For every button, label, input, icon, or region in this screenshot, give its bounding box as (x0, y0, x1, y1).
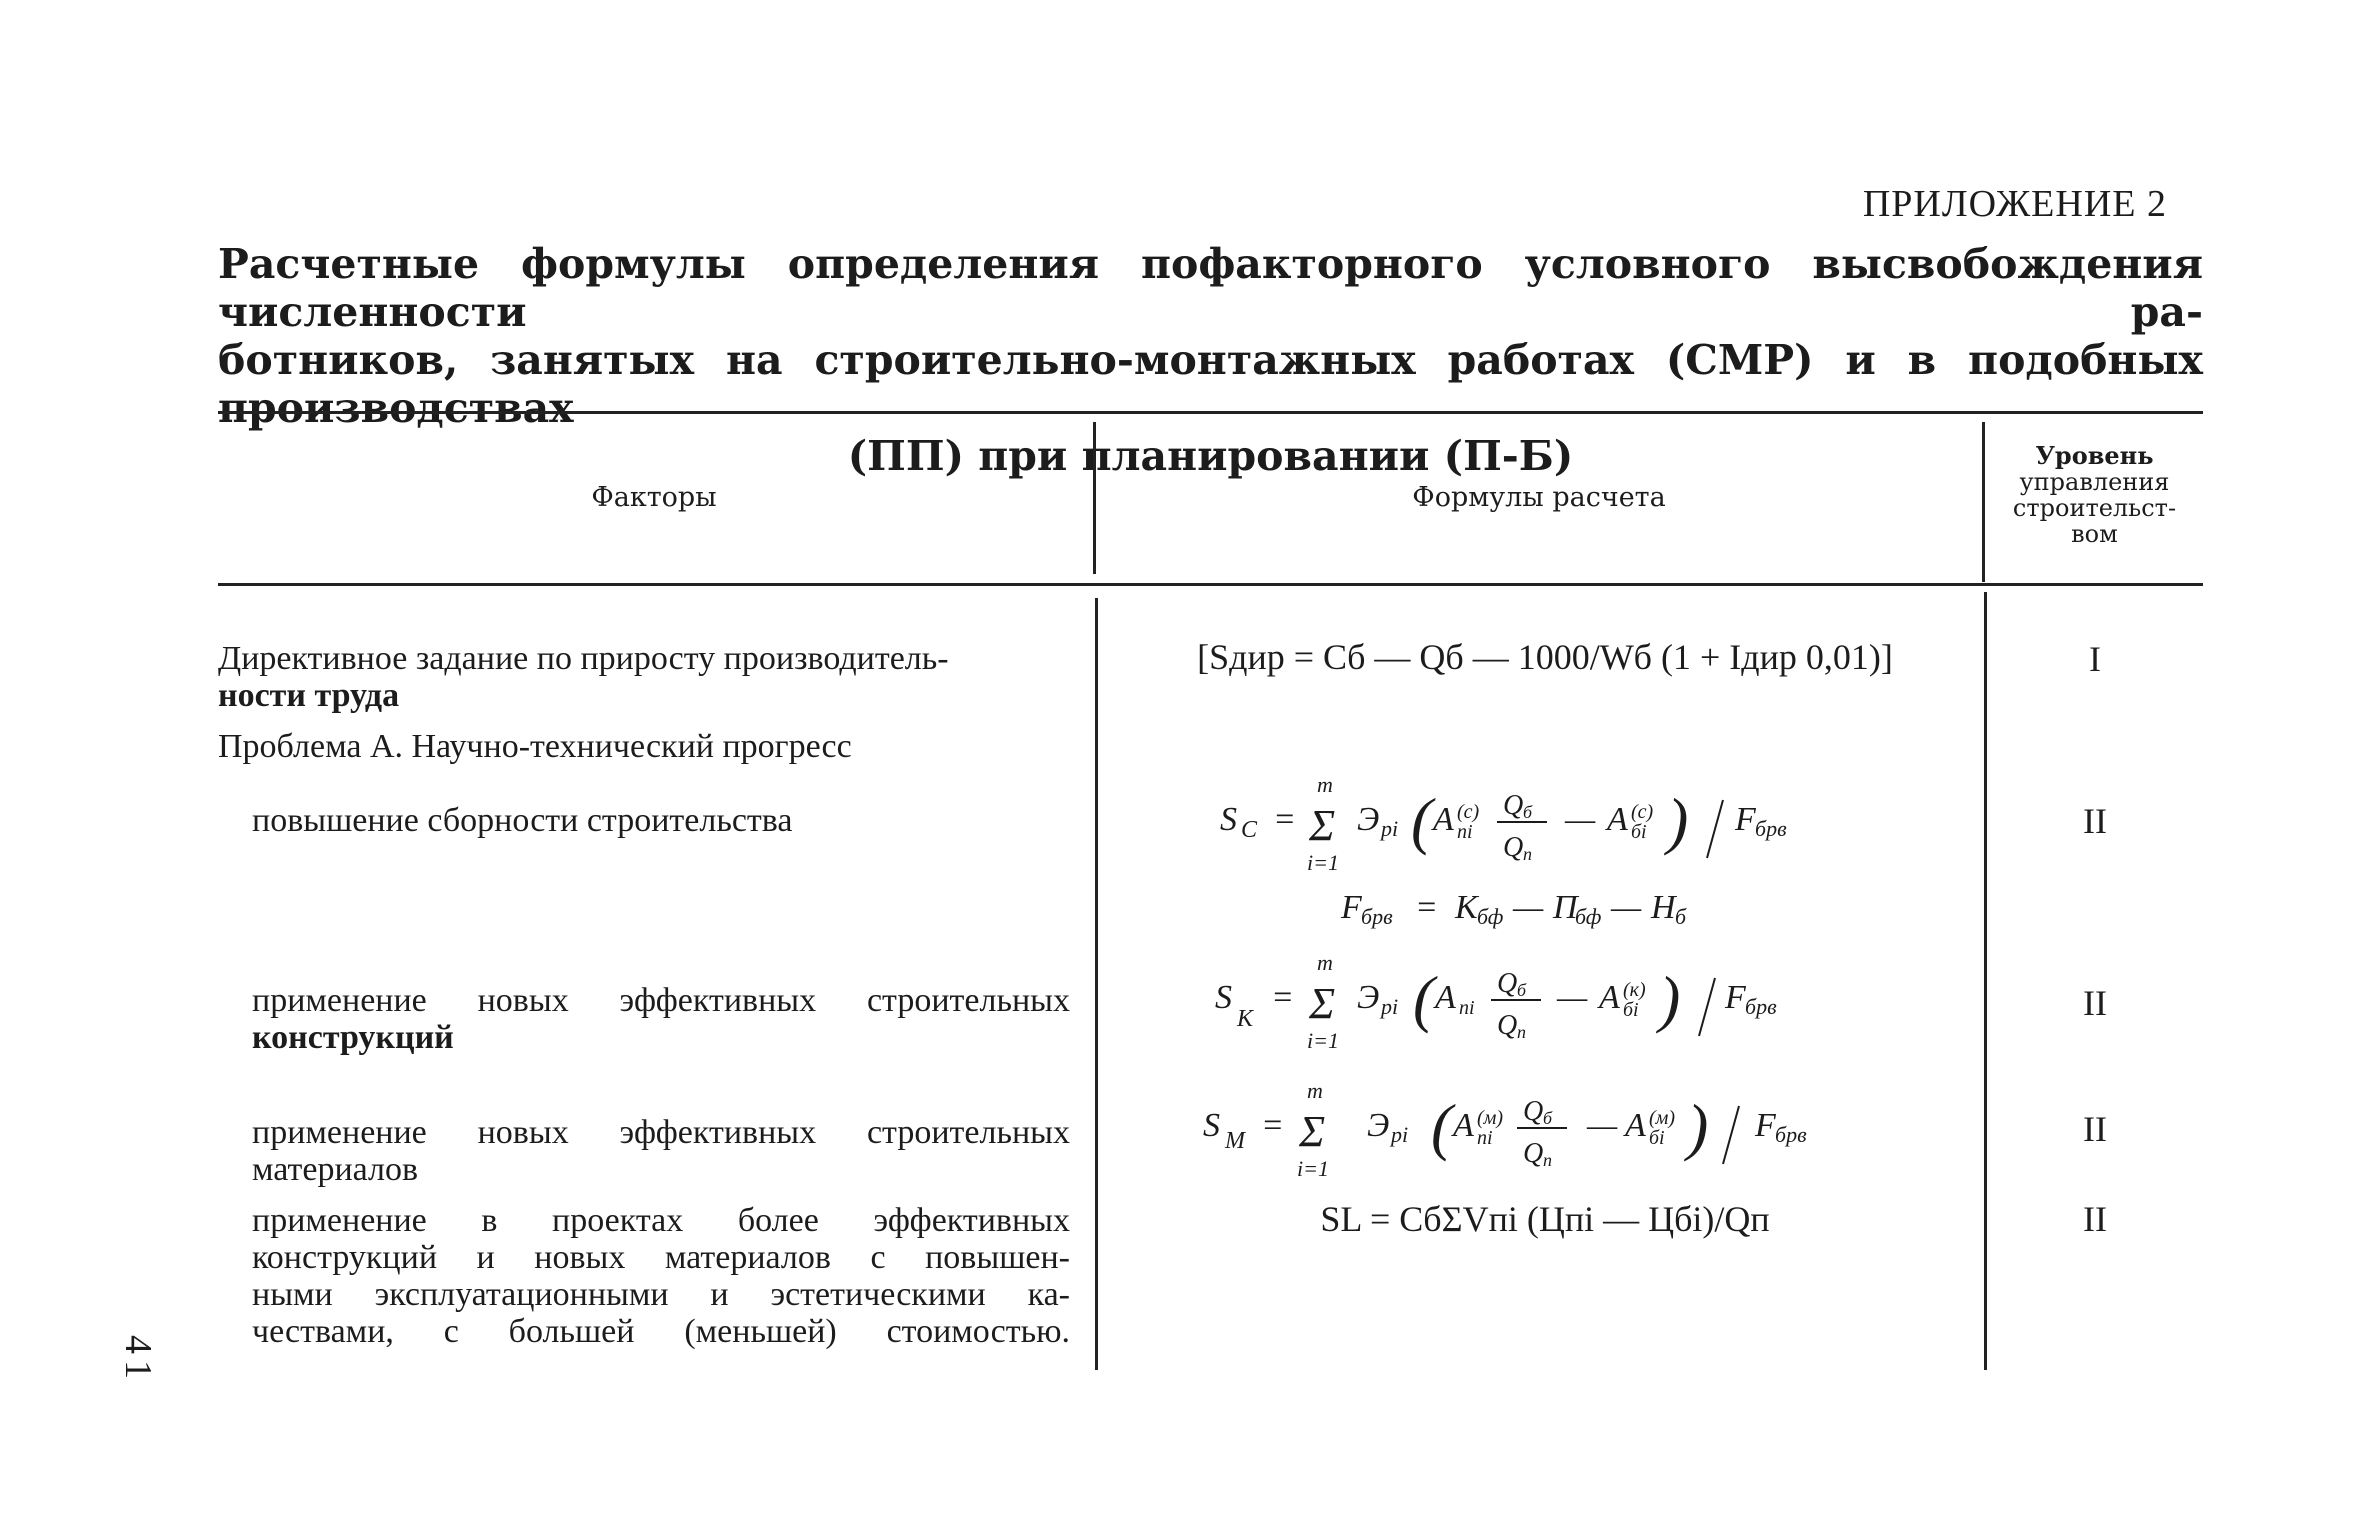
factor-line: Директивное задание по приросту производитель- (218, 640, 949, 677)
header-level-l2: управления (2019, 468, 2170, 496)
level-value: II (2083, 801, 2107, 841)
svg-text:A: A (1607, 801, 1628, 838)
formula-s-c-graphic (1095, 770, 1995, 880)
svg-text:S: S (1203, 1107, 1220, 1144)
formula-f-brv (1095, 886, 1995, 943)
page-number: 41 (117, 1335, 159, 1385)
svg-text:Σ: Σ (1309, 801, 1336, 850)
svg-text:Э: Э (1357, 801, 1380, 838)
svg-text:б: б (1543, 1108, 1553, 1128)
svg-text:брв: брв (1755, 816, 1787, 841)
document-title (218, 240, 2203, 480)
svg-text:A: A (1599, 979, 1620, 1016)
factor-line: ными эксплуатационными и эстетическими ка- (252, 1276, 1070, 1313)
problem-heading: Проблема А. Научно-технический прогресс (218, 728, 852, 765)
svg-text:брв: брв (1775, 1122, 1807, 1147)
svg-text:(c): (c) (1457, 801, 1480, 823)
svg-text:): ) (1687, 1091, 1709, 1162)
header-level-l4: вом (2071, 520, 2118, 548)
svg-text:Q: Q (1497, 1010, 1518, 1041)
svg-text:пi: пi (1459, 997, 1475, 1019)
svg-text:(м): (м) (1477, 1107, 1504, 1129)
svg-text:П: П (1553, 889, 1578, 926)
formula-s-k-graphic (1095, 948, 1995, 1058)
factor-line: ности труда (218, 677, 400, 714)
svg-text:б: б (1675, 904, 1687, 929)
svg-text:Н: Н (1651, 889, 1676, 926)
factor-line: чествами, с большей (меньшей) стоимостью. (252, 1313, 1070, 1350)
svg-text:п: п (1523, 844, 1532, 864)
svg-text:pi: pi (1391, 1122, 1409, 1147)
svg-text:п: п (1517, 1022, 1526, 1042)
svg-text:Э: Э (1357, 979, 1380, 1016)
svg-text:—: — (1565, 801, 1596, 838)
svg-text:п: п (1543, 1150, 1552, 1170)
factor-line: применение новых эффективных строительных (252, 982, 1070, 1019)
svg-text:Σ: Σ (1309, 979, 1336, 1028)
svg-text:(к): (к) (1623, 979, 1646, 1001)
factor-line: конструкций и новых материалов с повышен- (252, 1239, 1070, 1276)
svg-text:пi: пi (1457, 821, 1473, 843)
table-header-rule (218, 583, 2203, 586)
header-formulas: Формулы расчета (1412, 482, 1666, 513)
svg-text:Σ: Σ (1299, 1107, 1326, 1156)
svg-text:F: F (1725, 979, 1746, 1016)
svg-text:=: = (1415, 889, 1438, 926)
svg-text:pi: pi (1381, 994, 1399, 1019)
svg-text:m: m (1317, 950, 1333, 975)
formula-s-c (1095, 770, 1995, 880)
formula-f-brv-graphic (1095, 886, 1995, 934)
appendix-label: ПРИЛОЖЕНИЕ 2 (1862, 183, 2167, 225)
svg-text:): ) (1667, 785, 1689, 856)
factor-line: материалов (252, 1151, 419, 1188)
svg-text:Q: Q (1503, 790, 1524, 821)
table-row-factor (218, 640, 1070, 714)
table-row-factor (252, 982, 1070, 1056)
svg-text:бф: бф (1575, 904, 1602, 929)
factor-line: применение новых эффективных строительных (252, 1114, 1070, 1151)
formula-s-m-graphic (1095, 1076, 1995, 1186)
svg-text:(: ( (1413, 963, 1435, 1034)
svg-text:M: M (1225, 1128, 1245, 1154)
header-divider-1 (1093, 422, 1096, 574)
svg-text:S: S (1215, 979, 1232, 1016)
svg-text:Q: Q (1503, 832, 1524, 863)
table-row-factor: повышение сборности строительства (252, 802, 793, 839)
svg-text:i=1: i=1 (1307, 850, 1339, 875)
svg-text:Q: Q (1497, 968, 1518, 999)
svg-text:K: K (1455, 889, 1478, 926)
svg-text:—: — (1513, 889, 1544, 926)
factor-line: применение в проектах более эффективных (252, 1202, 1070, 1239)
svg-text:A: A (1433, 801, 1454, 838)
header-level-l1: Уровень (2035, 441, 2154, 470)
svg-text:F: F (1755, 1107, 1776, 1144)
svg-text:брв: брв (1745, 994, 1777, 1019)
svg-text:(: ( (1431, 1091, 1453, 1162)
svg-text:i=1: i=1 (1297, 1156, 1329, 1181)
svg-text:Э: Э (1367, 1107, 1390, 1144)
svg-text:i=1: i=1 (1307, 1028, 1339, 1053)
formula-s-dir: [Sдир = Cб — Qб — 1000/Wб (1 + Iдир 0,01)] (1197, 637, 1893, 677)
svg-text:(: ( (1411, 785, 1433, 856)
svg-text:(м): (м) (1649, 1107, 1676, 1129)
factor-line: конструкций (252, 1019, 454, 1056)
svg-text:=: = (1273, 801, 1296, 838)
svg-text:F: F (1735, 801, 1756, 838)
svg-text:A: A (1435, 979, 1456, 1016)
svg-text:=: = (1271, 979, 1294, 1016)
svg-text:—: — (1557, 979, 1588, 1016)
svg-text:m: m (1317, 772, 1333, 797)
svg-text:F: F (1341, 889, 1362, 926)
title-line-1: Расчетные формулы определения пофакторного условного высвобождения численности ра- (218, 240, 2203, 336)
formula-s-k (1095, 948, 1995, 1058)
svg-text:S: S (1220, 801, 1237, 838)
level-value: II (2083, 1199, 2107, 1239)
svg-text:—: — (1611, 889, 1642, 926)
svg-text:Q: Q (1523, 1096, 1544, 1127)
svg-text:m: m (1307, 1078, 1323, 1103)
svg-text:бi: бi (1623, 999, 1639, 1021)
table-row-factor (252, 1202, 1070, 1350)
svg-text:K: K (1237, 1006, 1254, 1032)
svg-text:): ) (1659, 963, 1681, 1034)
svg-text:Q: Q (1523, 1138, 1544, 1169)
level-value: II (2083, 1109, 2107, 1149)
svg-text:бi: бi (1649, 1127, 1665, 1149)
svg-text:C: C (1241, 817, 1258, 843)
header-level-l3: строительст- (2012, 494, 2177, 522)
svg-text:pi: pi (1381, 816, 1399, 841)
formula-s-m (1095, 1076, 1995, 1186)
svg-text:(c): (c) (1631, 801, 1654, 823)
svg-text:пi: пi (1477, 1127, 1493, 1149)
formula-s-l: SL = CбΣVпi (Цпi — Цбi)/Qп (1320, 1199, 1770, 1239)
svg-text:A: A (1453, 1107, 1474, 1144)
header-divider-2 (1982, 422, 1985, 582)
level-value: II (2083, 983, 2107, 1023)
title-line-3: (ПП) при планировании (П-Б) (847, 432, 1574, 480)
svg-text:—: — (1587, 1107, 1618, 1144)
svg-text:бф: бф (1477, 904, 1504, 929)
svg-text:б: б (1517, 980, 1527, 1000)
table-top-rule (218, 411, 2203, 414)
svg-text:бi: бi (1631, 821, 1647, 843)
header-level (1986, 443, 2203, 547)
title-line-2: ботников, занятых на строительно-монтажных работах (СМР) и в подобных производствах (218, 336, 2203, 432)
svg-text:=: = (1261, 1107, 1284, 1144)
level-value: I (2089, 639, 2101, 679)
svg-text:б: б (1523, 802, 1533, 822)
header-factors: Факторы (591, 482, 717, 513)
svg-text:A: A (1625, 1107, 1646, 1144)
svg-text:брв: брв (1361, 904, 1393, 929)
table-row-factor (252, 1114, 1070, 1188)
